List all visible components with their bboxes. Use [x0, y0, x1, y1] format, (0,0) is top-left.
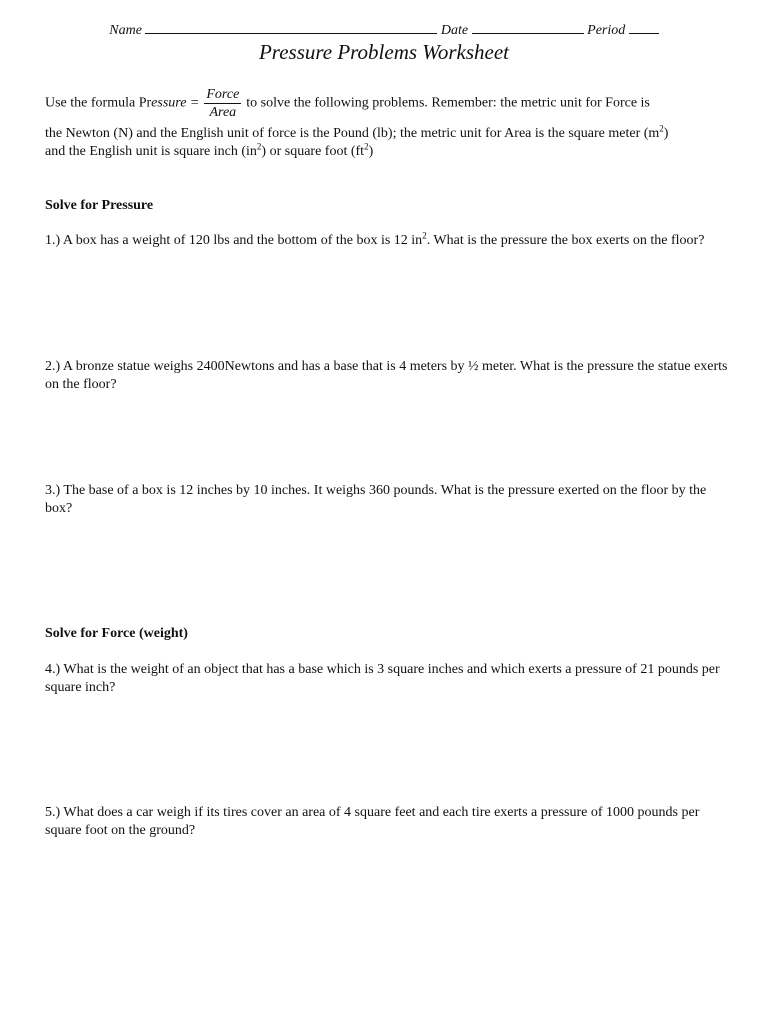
intro-text: ) [663, 126, 669, 141]
question-1 [45, 232, 735, 250]
question-3: 3.) The base of a box is 12 inches by 10 inches. It weighs 360 pounds. What is the pressure exerted on the floor by the box? [45, 483, 707, 516]
header-line [0, 20, 768, 39]
formula-equals: = [186, 95, 200, 111]
question-5: 5.) What does a car weigh if its tires cover an area of 4 square feet and each tire exerts a pressure of 1000 pounds per square foot on the ground? [45, 805, 700, 838]
section-heading-force: Solve for Force (weight) [45, 626, 188, 641]
superscript: 2 [364, 141, 369, 152]
question-text: . What is the pressure the box exerts on the floor? [426, 233, 705, 248]
intro-units-text [45, 125, 735, 161]
period-label: Period [587, 23, 626, 38]
question-2: 2.) A bronze statue weighs 2400Newtons and has a base that is 4 meters by ½ meter. What is the pressure the statue exerts on the floor? [45, 359, 728, 392]
date-label: Date [440, 23, 469, 38]
intro-text: ) [368, 144, 374, 159]
intro-formula-line [45, 86, 735, 121]
intro-text: ) or square foot (ft [261, 144, 365, 159]
section-heading-pressure: Solve for Pressure [45, 198, 154, 213]
superscript: 2 [659, 123, 664, 134]
question-text: 1.) A box has a weight of 120 lbs and the bottom of the box is 12 in [45, 233, 423, 248]
date-blank [472, 20, 584, 34]
intro-text: the Newton (N) and the English unit of force is the Pound (lb); the metric unit for Area is the square meter (m [45, 126, 660, 141]
intro-text: Use the formula Pr [45, 95, 152, 111]
formula-fraction [204, 86, 241, 121]
question-4: 4.) What is the weight of an object that has a base which is 3 square inches and which exerts a pressure of 21 pounds per square inch? [45, 662, 720, 695]
period-blank [629, 20, 659, 34]
fraction-denominator: Area [209, 105, 237, 120]
intro-text: to solve the following problems. Remember: the metric unit for Force is [246, 95, 650, 111]
intro-text: and the English unit is square inch (in [45, 144, 257, 159]
fraction-numerator: Force [206, 87, 240, 102]
superscript: 2 [422, 230, 427, 241]
page-title: Pressure Problems Worksheet [258, 40, 510, 64]
name-blank [145, 20, 437, 34]
formula-variable: essure [151, 95, 187, 111]
superscript: 2 [256, 141, 262, 152]
name-label: Name [109, 23, 142, 38]
